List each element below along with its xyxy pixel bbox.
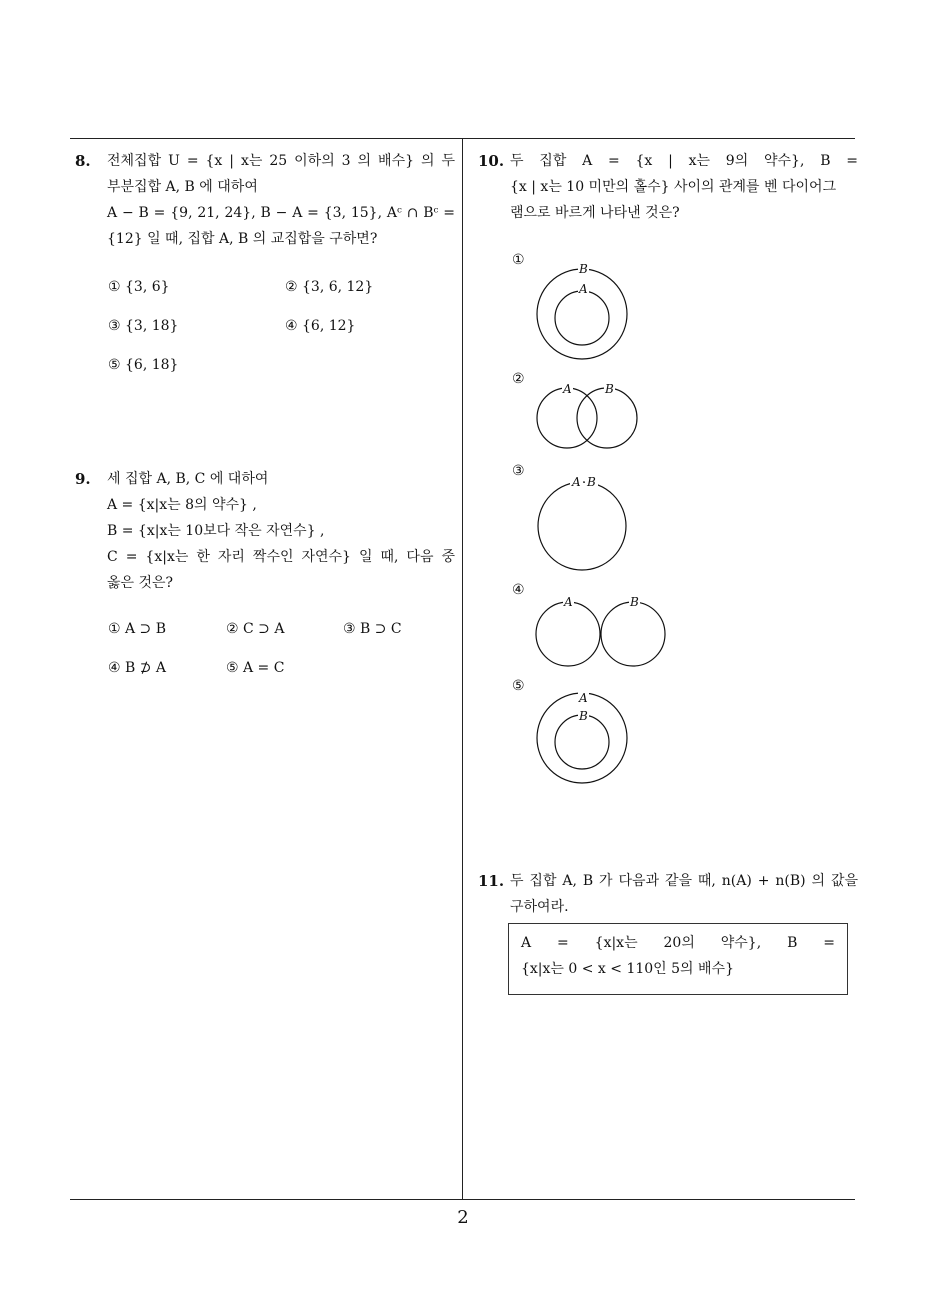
question-line: 두 집합 A = {x | x는 9의 약수}, B =	[510, 153, 858, 169]
question-text	[107, 148, 455, 252]
question-line: 램으로 바르게 나타낸 것은?	[510, 205, 680, 221]
given-sets-box	[508, 923, 848, 995]
set-ab-circle	[538, 482, 626, 570]
box-line: A = {x|x는 20의 약수}, B =	[521, 935, 835, 951]
column-divider	[462, 138, 463, 1200]
choice-marker-5[interactable]: ⑤	[512, 678, 525, 694]
page-number: 2	[457, 1207, 469, 1228]
answer-option-2[interactable]: ② C ⊃ A	[226, 621, 285, 637]
set-label: A	[572, 475, 581, 489]
answer-option-1[interactable]: ① A ⊃ B	[108, 621, 167, 637]
inner-set-circle	[555, 715, 609, 769]
answer-option-1[interactable]: ① {3, 6}	[108, 279, 170, 295]
set-label: B	[579, 262, 588, 276]
answer-option-2[interactable]: ② {3, 6, 12}	[285, 279, 374, 295]
question-line: A = {x|x는 8의 약수} ,	[107, 497, 257, 513]
answer-option-5[interactable]: ⑤ A = C	[226, 660, 285, 676]
question-line: A − B = {9, 21, 24}, B − A = {3, 15}, Aᶜ ∩ Bᶜ =	[107, 205, 455, 221]
venn-diagram-1[interactable]	[530, 262, 640, 362]
set-label: A	[579, 282, 588, 296]
question-line: B = {x|x는 10보다 작은 자연수} ,	[107, 523, 325, 539]
question-line: {x | x는 10 미만의 홀수} 사이의 관계를 벤 다이어그	[510, 179, 837, 195]
set-label: B	[605, 382, 614, 396]
choice-marker-4[interactable]: ④	[512, 582, 525, 598]
question-line: 부분집합 A, B 에 대하여	[107, 179, 258, 195]
question-text	[510, 148, 858, 226]
venn-diagram-4[interactable]	[530, 597, 675, 672]
bottom-rule	[70, 1199, 855, 1200]
box-line: {x|x는 0 < x < 110인 5의 배수}	[521, 961, 734, 977]
answer-option-4[interactable]: ④ B ⊅ A	[108, 660, 167, 676]
set-label: A	[563, 382, 572, 396]
set-label: A	[564, 595, 573, 609]
answer-option-4[interactable]: ④ {6, 12}	[285, 318, 356, 334]
choice-marker-1[interactable]: ①	[512, 252, 525, 268]
venn-diagram-2[interactable]	[530, 380, 645, 455]
inner-set-circle	[555, 291, 609, 345]
question-text	[107, 466, 455, 596]
question-number: 10.	[478, 152, 505, 170]
set-a-circle	[536, 602, 600, 666]
question-number: 8.	[75, 152, 91, 170]
venn-diagram-3[interactable]	[530, 478, 635, 578]
question-line: 옳은 것은?	[107, 575, 174, 591]
set-label: B	[579, 709, 588, 723]
question-number: 11.	[478, 872, 505, 890]
set-b-circle	[601, 602, 665, 666]
question-line: 구하여라.	[510, 899, 569, 915]
question-line: 세 집합 A, B, C 에 대하여	[107, 471, 269, 487]
choice-marker-3[interactable]: ③	[512, 463, 525, 479]
question-line: 전체집합 U = {x | x는 25 이하의 3 의 배수} 의 두	[107, 153, 455, 169]
answer-option-5[interactable]: ⑤ {6, 18}	[108, 357, 179, 373]
answer-option-3[interactable]: ③ {3, 18}	[108, 318, 179, 334]
question-text	[510, 868, 858, 920]
set-label: B	[587, 475, 596, 489]
question-number: 9.	[75, 470, 91, 488]
question-line: {12} 일 때, 집합 A, B 의 교집합을 구하면?	[107, 231, 378, 247]
set-label: B	[630, 595, 639, 609]
question-line: C = {x|x는 한 자리 짝수인 자연수} 일 때, 다음 중	[107, 549, 455, 565]
set-a-circle	[537, 388, 597, 448]
answer-option-3[interactable]: ③ B ⊃ C	[343, 621, 402, 637]
set-b-circle	[577, 388, 637, 448]
question-line: 두 집합 A, B 가 다음과 같을 때, n(A) + n(B) 의 값을	[510, 873, 858, 889]
set-label: A	[579, 691, 588, 705]
choice-marker-2[interactable]: ②	[512, 371, 525, 387]
